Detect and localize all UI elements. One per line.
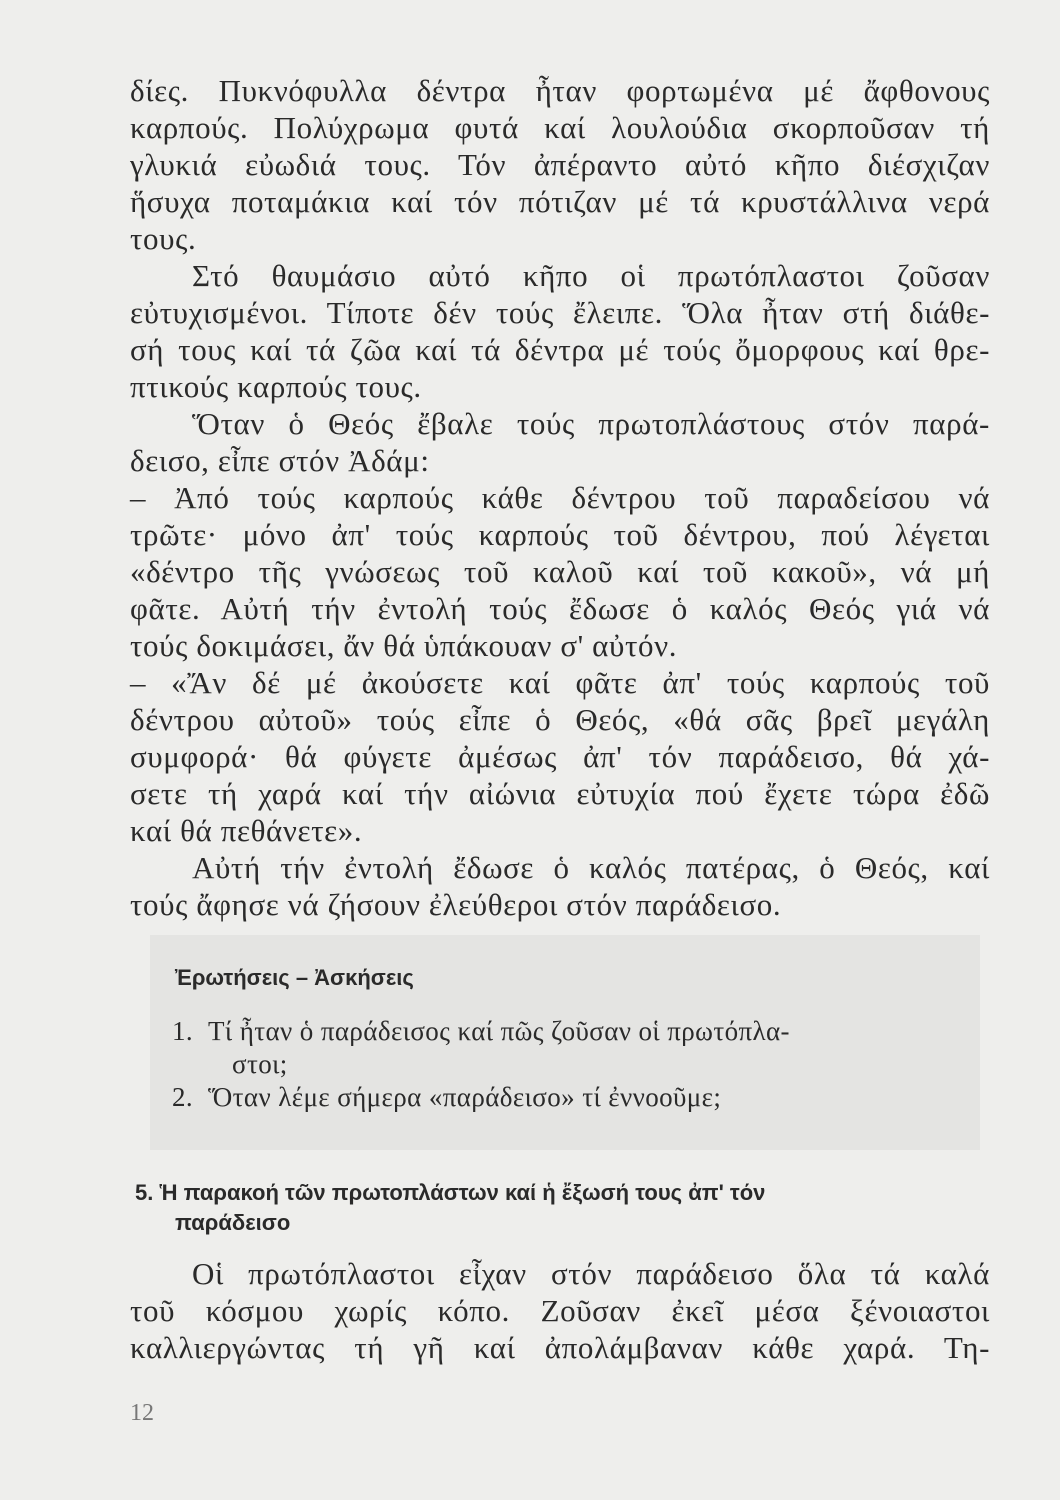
exercise-title: Ἐρωτήσεις – Ἀσκήσεις [175, 965, 414, 990]
text-line: τους. [130, 221, 197, 256]
text-line: δίες. Πυκνόφυλλα δέντρα ἦταν φορτωμένα μέ ἄφθονους [130, 73, 990, 108]
text-line: σετε τή χαρά καί τήν αἰώνια εὐτυχία πού ἔχετε τώρα ἐδῶ [130, 776, 990, 811]
text-line: – Ἀπό τούς καρπούς κάθε δέντρου τοῦ παραδείσου νά [130, 480, 990, 515]
text-line: Οἱ πρωτόπλαστοι εἶχαν στόν παράδεισο ὅλα τά καλά [192, 1256, 990, 1291]
section-heading [135, 1178, 985, 1238]
text-line: τρῶτε· μόνο ἀπ' τούς καρπούς τοῦ δέντρου, πού λέγεται [130, 517, 990, 552]
text-line: φᾶτε. Αὐτή τήν ἐντολή τούς ἔδωσε ὁ καλός Θεός γιά νά [130, 591, 990, 626]
section-text [130, 1255, 990, 1366]
text-line: γλυκιά εὐωδιά τους. Τόν ἀπέραντο αὐτό κῆπο διέσχιζαν [130, 147, 990, 182]
text-line: ἥσυχα ποταμάκια καί τόν πότιζαν μέ τά κρυστάλλινα νερά [130, 184, 990, 219]
exercise-text: Τί ἦταν ὁ παράδεισος καί πῶς ζοῦσαν οἱ πρωτόπλα- [208, 1016, 790, 1046]
text-line: τούς δοκιμάσει, ἄν θά ὑπάκουαν σ' αὐτόν. [130, 628, 678, 663]
text-line: καί θά πεθάνετε». [130, 813, 363, 848]
exercise-continuation: στοι; [232, 1049, 288, 1079]
text-line: – «Ἄν δέ μέ ἀκούσετε καί φᾶτε ἀπ' τούς καρπούς τοῦ [130, 665, 990, 700]
text-line: Στό θαυμάσιο αὐτό κῆπο οἱ πρωτόπλαστοι ζοῦσαν [192, 258, 990, 293]
exercise-item [172, 1015, 972, 1048]
text-line: σή τους καί τά ζῶα καί τά δέντρα μέ τούς ὄμορφους καί θρε- [130, 332, 990, 367]
exercise-text: Ὅταν λέμε σήμερα «παράδεισο» τί ἐννοοῦμε; [208, 1082, 722, 1112]
text-line: τούς ἄφησε νά ζήσουν ἐλεύθεροι στόν παράδεισο. [130, 887, 782, 922]
page-number: 12 [130, 1400, 154, 1426]
main-text [130, 72, 990, 923]
exercise-number: 2. [172, 1082, 194, 1112]
text-line: «δέντρο τῆς γνώσεως τοῦ καλοῦ καί τοῦ κακοῦ», νά μή [130, 554, 990, 589]
section-heading-line: 5. Ἡ παρακοή τῶν πρωτοπλάστων καί ἡ ἔξωσή τους ἀπ' τόν [135, 1180, 766, 1205]
section-heading-line: παράδεισο [175, 1210, 291, 1235]
text-line: δεισο, εἶπε στόν Ἀδάμ: [130, 443, 430, 478]
exercise-item [172, 1081, 972, 1114]
text-line: εὐτυχισμένοι. Τίποτε δέν τούς ἔλειπε. Ὅλα ἦταν στή διάθε- [130, 295, 990, 330]
exercise-number: 1. [172, 1016, 194, 1046]
text-line: καρπούς. Πολύχρωμα φυτά καί λουλούδια σκορποῦσαν τή [130, 110, 990, 145]
text-line: Αὐτή τήν ἐντολή ἔδωσε ὁ καλός πατέρας, ὁ Θεός, καί [192, 850, 990, 885]
text-line: συμφορά· θά φύγετε ἀμέσως ἀπ' τόν παράδεισο, θά χά- [130, 739, 990, 774]
text-line: καλλιεργώντας τή γῆ καί ἀπολάμβαναν κάθε χαρά. Τη- [130, 1330, 990, 1365]
text-line: τοῦ κόσμου χωρίς κόπο. Ζοῦσαν ἐκεῖ μέσα ξένοιαστοι [130, 1293, 990, 1328]
text-line: πτικούς καρπούς τους. [130, 369, 422, 404]
text-line: Ὅταν ὁ Θεός ἔβαλε τούς πρωτοπλάστους στόν παρά- [192, 406, 990, 441]
text-line: δέντρου αὐτοῦ» τούς εἶπε ὁ Θεός, «θά σᾶς βρεῖ μεγάλη [130, 702, 990, 737]
exercise-list [172, 1015, 972, 1114]
